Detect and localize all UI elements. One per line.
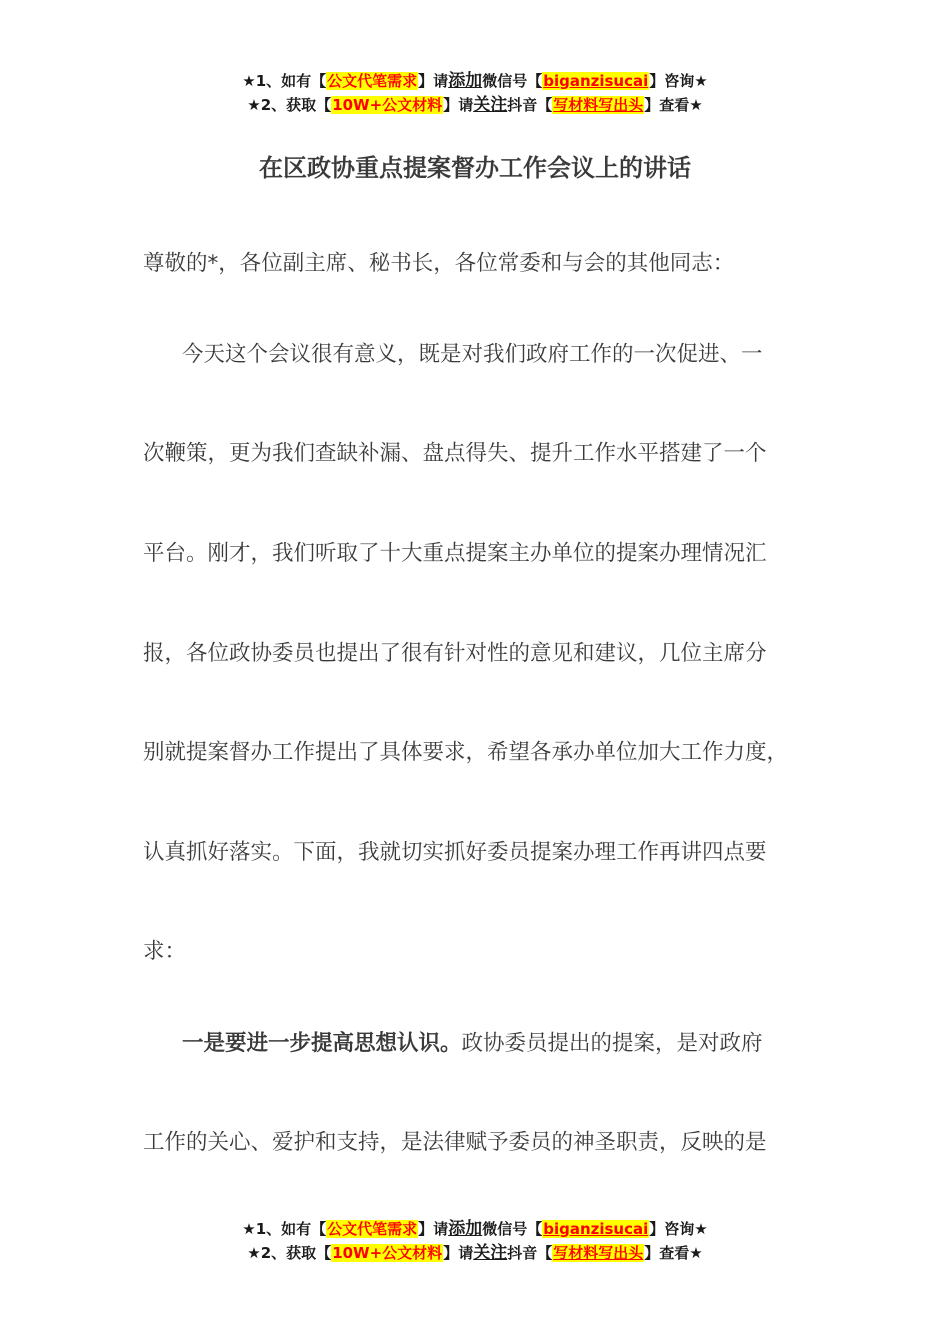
banner-line-1 [0, 69, 950, 93]
banner-text: 】咨询★ [649, 72, 708, 90]
banner-text: 抖音【 [507, 1244, 553, 1262]
banner-highlight: 10W+公文材料 [332, 1244, 443, 1262]
banner-line-2 [0, 93, 950, 117]
banner-line-2 [0, 1241, 950, 1265]
paragraph-line: 认真抓好落实。下面，我就切实抓好委员提案办理工作再讲四点要 [143, 840, 767, 865]
banner-douyin-id: 写材料写出头 [553, 96, 644, 114]
banner-emphasis: 添加 [448, 1219, 483, 1239]
banner-text: ★1、如有【 [242, 72, 327, 90]
paragraph-line: 工作的关心、爱护和支持，是法律赋予委员的神圣职责，反映的是 [143, 1130, 767, 1155]
banner-text: 】查看★ [644, 96, 703, 114]
document-title: 在区政协重点提案督办工作会议上的讲话 [259, 154, 691, 182]
banner-highlight: 公文代笔需求 [327, 72, 418, 90]
banner-douyin-id: 写材料写出头 [553, 1244, 644, 1262]
banner-text: 】请 [443, 96, 474, 114]
paragraph-line: 别就提案督办工作提出了具体要求，希望各承办单位加大工作力度， [143, 740, 789, 765]
paragraph-line: 求： [143, 939, 187, 964]
banner-text: ★2、获取【 [247, 1244, 332, 1262]
banner-text: 】咨询★ [649, 1220, 708, 1238]
banner-line-1 [0, 1217, 950, 1241]
banner-text: 微信号【 [482, 1220, 543, 1238]
paragraph-text: 政协委员提出的提案，是对政府 [461, 1031, 763, 1056]
point-heading: 一是要进一步提高思想认识。 [182, 1031, 462, 1056]
paragraph-line: 平台。刚才，我们听取了十大重点提案主办单位的提案办理情况汇 [143, 541, 767, 566]
banner-text: ★1、如有【 [242, 1220, 327, 1238]
paragraph-line: 次鞭策，更为我们查缺补漏、盘点得失、提升工作水平搭建了一个 [143, 441, 767, 466]
paragraph-line: 报，各位政协委员也提出了很有针对性的意见和建议，几位主席分 [143, 641, 767, 666]
banner-text: 抖音【 [507, 96, 553, 114]
banner-text: 】请 [418, 1220, 449, 1238]
paragraph-line [143, 1029, 763, 1059]
salutation: 尊敬的*，各位副主席、秘书长，各位常委和与会的其他同志： [143, 251, 735, 276]
banner-wechat-id: biganzisucai [543, 72, 649, 90]
paragraph-line: 今天这个会议很有意义，既是对我们政府工作的一次促进、一 [182, 342, 763, 367]
banner-text: 】请 [443, 1244, 474, 1262]
banner-text: ★2、获取【 [247, 96, 332, 114]
banner-wechat-id: biganzisucai [543, 1220, 649, 1238]
banner-text: 微信号【 [482, 72, 543, 90]
banner-highlight: 10W+公文材料 [332, 96, 443, 114]
header-banner [0, 69, 950, 117]
banner-text: 】查看★ [644, 1244, 703, 1262]
banner-text: 】请 [418, 72, 449, 90]
banner-emphasis: 关注 [473, 1243, 508, 1263]
footer-banner [0, 1217, 950, 1265]
banner-highlight: 公文代笔需求 [327, 1220, 418, 1238]
banner-emphasis: 添加 [448, 71, 483, 91]
banner-emphasis: 关注 [473, 95, 508, 115]
